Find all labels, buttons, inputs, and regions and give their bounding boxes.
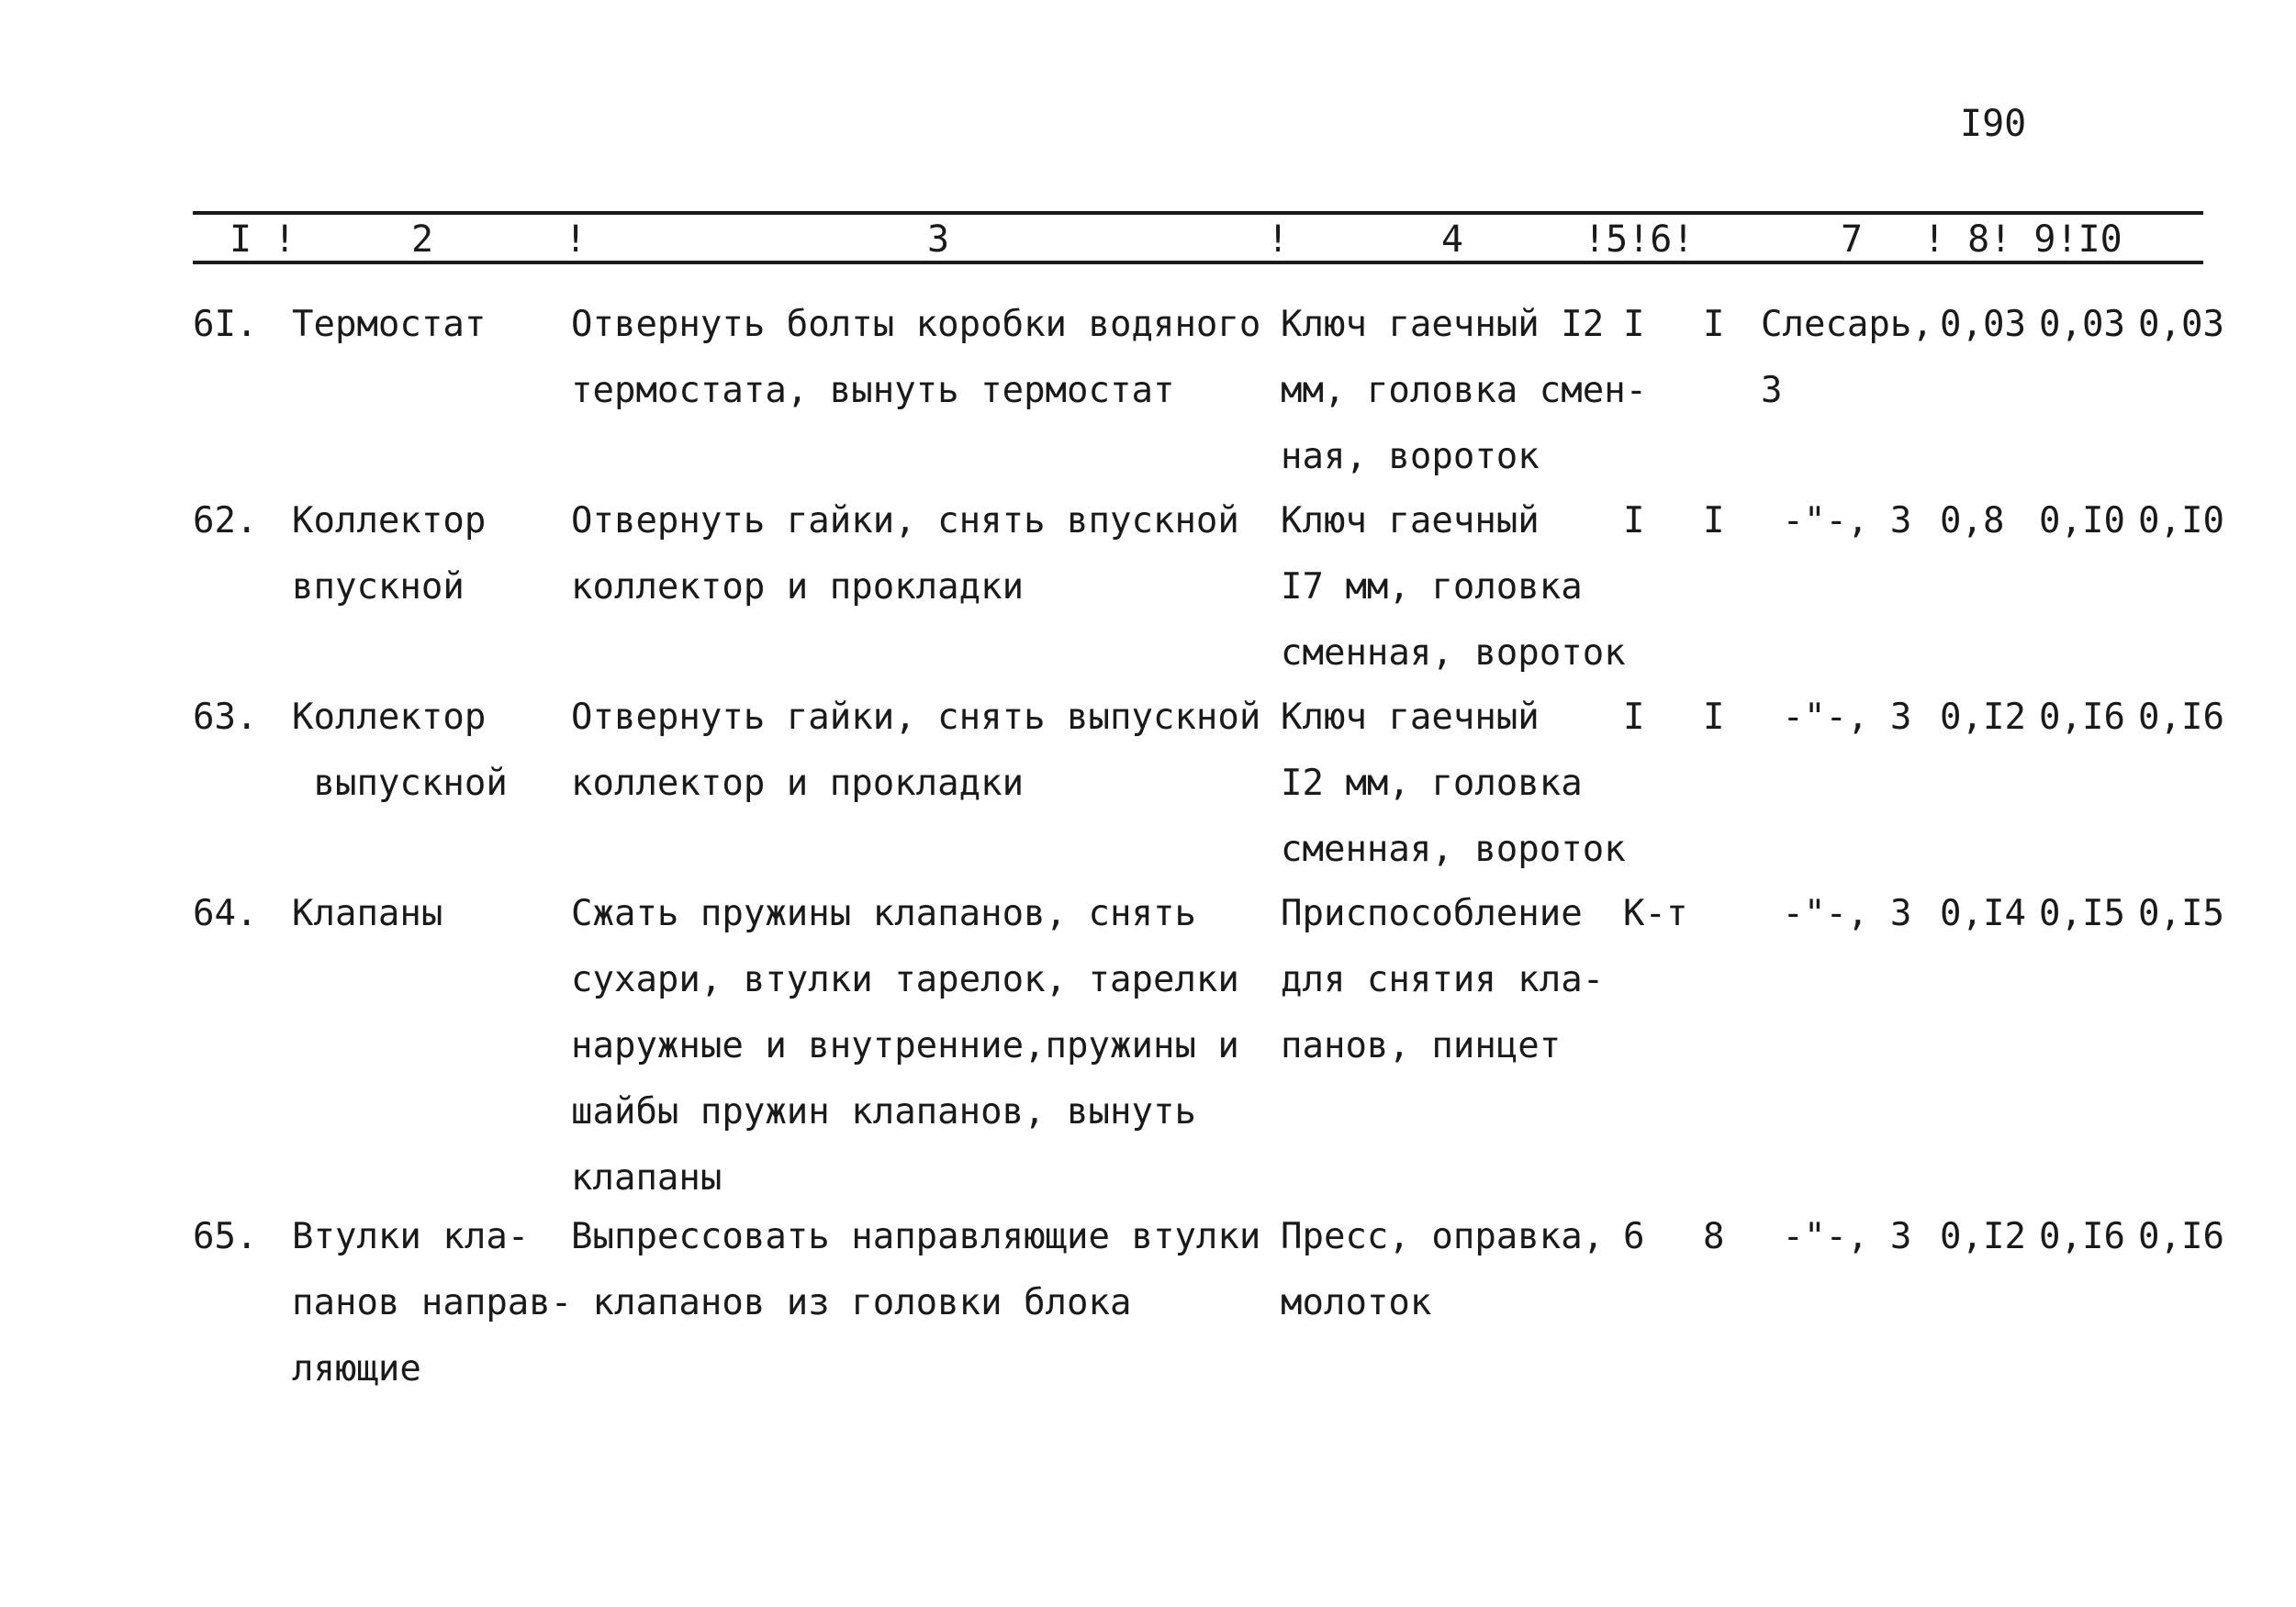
cell-c5: I [1623,304,1645,345]
cell-operation: шайбы пружин клапанов, вынуть [571,1091,1196,1133]
cell-operation: Отвернуть гайки, снять выпускной [571,697,1261,738]
cell-tool: панов, пинцет [1281,1025,1562,1066]
cell-c7: -"-, 3 [1761,697,1912,738]
cell-name: Коллектор [292,697,487,738]
cell-c6: I [1703,304,1725,345]
cell-operation: сухари, втулки тарелок, тарелки [571,959,1239,1000]
cell-tool: сменная, вороток [1281,829,1626,870]
cell-name: Клапаны [292,893,443,934]
cell-num: 65. [193,1216,258,1257]
cell-operation: наружные и внутренние,пружины и [571,1025,1239,1066]
cell-operation: клапанов из головки блока [571,1282,1132,1323]
cell-c7: -"-, 3 [1761,893,1912,934]
cell-c10: 0,I6 [2138,1216,2224,1257]
cell-name: ляющие [292,1348,421,1389]
cell-tool: ная, вороток [1281,436,1540,477]
cell-c7: Слесарь, [1761,304,1933,345]
header-cell: 3 [927,218,950,261]
header-cell: 7 [1841,218,1864,261]
cell-c8: 0,I2 [1940,697,2026,738]
cell-name: Термостат [292,304,487,345]
cell-num: 6I. [193,304,258,345]
cell-c8: 0,I4 [1940,893,2026,934]
table-header-rule [193,261,2203,264]
table-top-rule [193,211,2203,215]
cell-tool: Ключ гаечный I2 [1281,304,1605,345]
cell-name: Втулки кла- [292,1216,530,1257]
cell-c9: 0,I5 [2039,893,2125,934]
cell-c5: I [1623,500,1645,541]
cell-c10: 0,03 [2138,304,2224,345]
header-cell: ! [1267,218,1290,261]
cell-tool: для снятия кла- [1281,959,1605,1000]
header-cell: I ! [230,218,297,261]
cell-num: 63. [193,697,258,738]
cell-operation: коллектор и прокладки [571,763,1025,804]
cell-operation: Сжать пружины клапанов, снять [571,893,1196,934]
cell-c10: 0,I6 [2138,697,2224,738]
cell-c6: I [1703,697,1725,738]
cell-tool: Ключ гаечный [1281,697,1540,738]
cell-c8: 0,03 [1940,304,2026,345]
cell-c7: 3 [1761,370,1783,411]
cell-name: панов направ- [292,1282,573,1323]
header-cell: 4 [1441,218,1464,261]
cell-c9: 0,I6 [2039,1216,2125,1257]
cell-c6: 8 [1703,1216,1725,1257]
cell-tool: молоток [1281,1282,1432,1323]
cell-operation: Отвернуть болты коробки водяного [571,304,1261,345]
cell-operation: коллектор и прокладки [571,566,1025,608]
cell-tool: мм, головка смен- [1281,370,1648,411]
header-cell: ! 8! 9!I0 [1923,218,2122,261]
cell-num: 64. [193,893,258,934]
cell-tool: I7 мм, головка [1281,566,1583,608]
header-cell: 2 [411,218,434,261]
cell-c9: 0,03 [2039,304,2125,345]
cell-c7: -"-, 3 [1761,1216,1912,1257]
cell-c5: К-т [1623,893,1688,934]
page-number: I90 [1960,103,2027,145]
header-cell: !5!6! [1584,218,1695,261]
cell-num: 62. [193,500,258,541]
cell-c6: I [1703,500,1725,541]
cell-tool: Ключ гаечный [1281,500,1540,541]
cell-operation: клапаны [571,1157,722,1199]
cell-c9: 0,I6 [2039,697,2125,738]
cell-name: Коллектор [292,500,487,541]
cell-name: выпускной [292,763,508,804]
cell-operation: Отвернуть гайки, снять впускной [571,500,1239,541]
cell-tool: Приспособление [1281,893,1583,934]
cell-tool: Пресс, оправка, [1281,1216,1605,1257]
cell-c7: -"-, 3 [1761,500,1912,541]
cell-operation: термостата, вынуть термостат [571,370,1175,411]
cell-c8: 0,I2 [1940,1216,2026,1257]
cell-tool: сменная, вороток [1281,632,1626,674]
cell-c10: 0,I0 [2138,500,2224,541]
cell-tool: I2 мм, головка [1281,763,1583,804]
cell-c10: 0,I5 [2138,893,2224,934]
cell-c8: 0,8 [1940,500,2005,541]
cell-operation: Выпрессовать направляющие втулки [571,1216,1261,1257]
cell-c5: I [1623,697,1645,738]
cell-c9: 0,I0 [2039,500,2125,541]
cell-c5: 6 [1623,1216,1645,1257]
header-cell: ! [565,218,588,261]
cell-name: впускной [292,566,465,608]
